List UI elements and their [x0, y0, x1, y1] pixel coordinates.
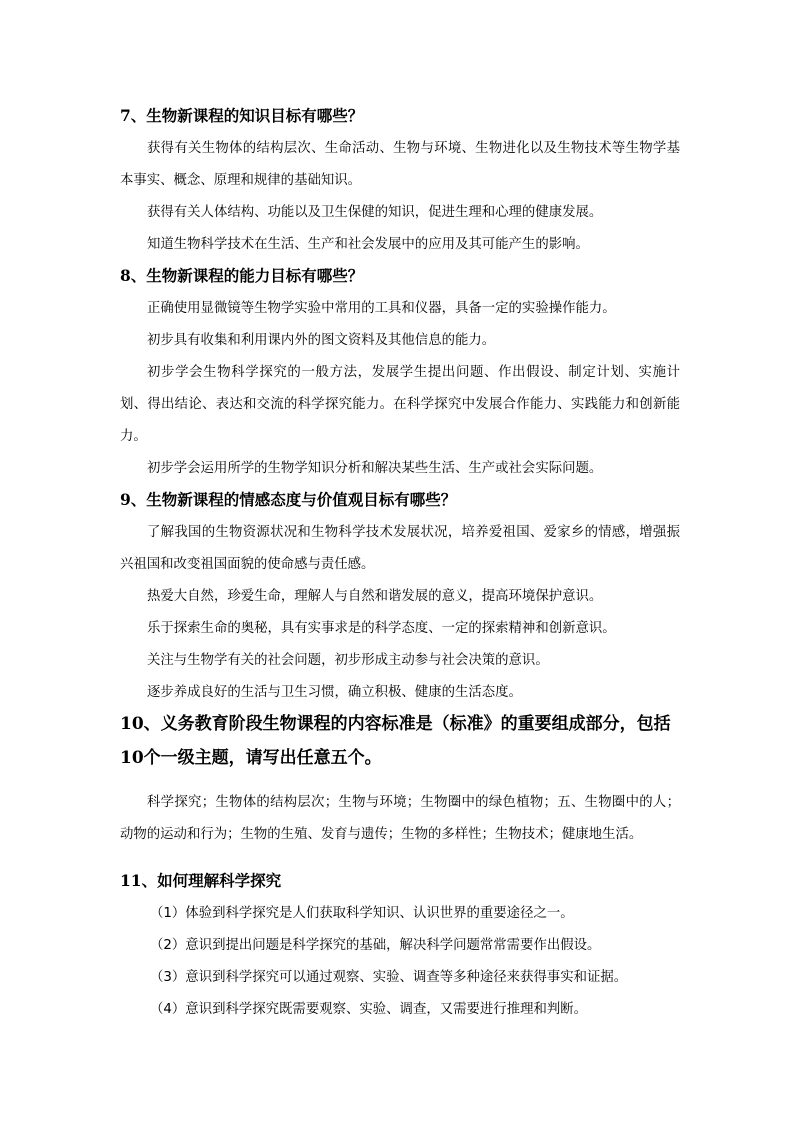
section-7-paragraph-2: 获得有关人体结构、功能以及卫生保健的知识，促进生理和心理的健康发展。 — [147, 205, 603, 220]
section-11-item-4: （4）意识到科学探究既需要观察、实验、调查，又需要进行推理和判断。 — [150, 1002, 588, 1017]
section-8-paragraph-3: 初步学会生物科学探究的一般方法，发展学生提出问题、作出假设、制定计划、实施计划、得出结论、表达和交流的科学探究能力。在科学探究中发展合作能力、实践能力和创新能力。 — [120, 365, 680, 444]
section-11-item-3: （3）意识到科学探究可以通过观察、实验、调查等多种途径来获得事实和证据。 — [150, 970, 628, 985]
section-8-heading: 8、生物新课程的能力目标有哪些？ — [120, 266, 364, 285]
section-7-paragraph-1: 获得有关生物体的结构层次、生命活动、生物与环境、生物进化以及生物技术等生物学基本事实、概念、原理和规律的基础知识。 — [120, 141, 680, 188]
section-9-heading: 9、生物新课程的情感态度与价值观目标有哪些？ — [120, 490, 457, 509]
section-8-paragraph-1: 正确使用显微镜等生物学实验中常用的工具和仪器，具备一定的实验操作能力。 — [147, 301, 616, 316]
section-10-heading: 10、义务教育阶段生物课程的内容标准是（标准》的重要组成部分，包括10个一级主题，请写出任意五个。 — [120, 714, 671, 768]
section-9-paragraph-2: 热爱大自然，珍爱生命，理解人与自然和谐发展的意义，提高环境保护意识。 — [147, 589, 603, 604]
section-9-paragraph-1: 了解我国的生物资源状况和生物科学技术发展状况，培养爱祖国、爱家乡的情感，增强振兴祖国和改变祖国面貌的使命感与责任感。 — [120, 525, 680, 572]
section-9-paragraph-5: 逐步养成良好的生活与卫生习惯，确立积极、健康的生活态度。 — [147, 685, 522, 700]
section-11-heading: 11、如何理解科学探究 — [120, 871, 282, 890]
section-11-item-2: （2）意识到提出问题是科学探究的基础，解决科学问题常常需要作出假设。 — [150, 938, 601, 953]
section-11-item-1: （1）体验到科学探究是人们获取科学知识、认识世界的重要途径之一。 — [150, 906, 574, 921]
section-7-paragraph-3: 知道生物科学技术在生活、生产和社会发展中的应用及其可能产生的影响。 — [147, 237, 589, 252]
section-8-paragraph-4: 初步学会运用所学的生物学知识分析和解决某些生活、生产或社会实际问题。 — [147, 461, 603, 476]
section-8-paragraph-2: 初步具有收集和利用课内外的图文资料及其他信息的能力。 — [147, 333, 496, 348]
section-10-paragraph-1: 科学探究；生物体的结构层次；生物与环境；生物圈中的绿色植物；五、生物圈中的人；动物的运动和行为；生物的生殖、发育与遗传；生物的多样性；生物技术；健康地生活。 — [120, 795, 680, 842]
section-7-heading: 7、生物新课程的知识目标有哪些？ — [120, 106, 364, 125]
section-9-paragraph-3: 乐于探索生命的奥秘，具有实事求是的科学态度、一定的探索精神和创新意识。 — [147, 621, 616, 636]
section-9-paragraph-4: 关注与生物学有关的社会问题，初步形成主动参与社会决策的意识。 — [147, 653, 549, 668]
